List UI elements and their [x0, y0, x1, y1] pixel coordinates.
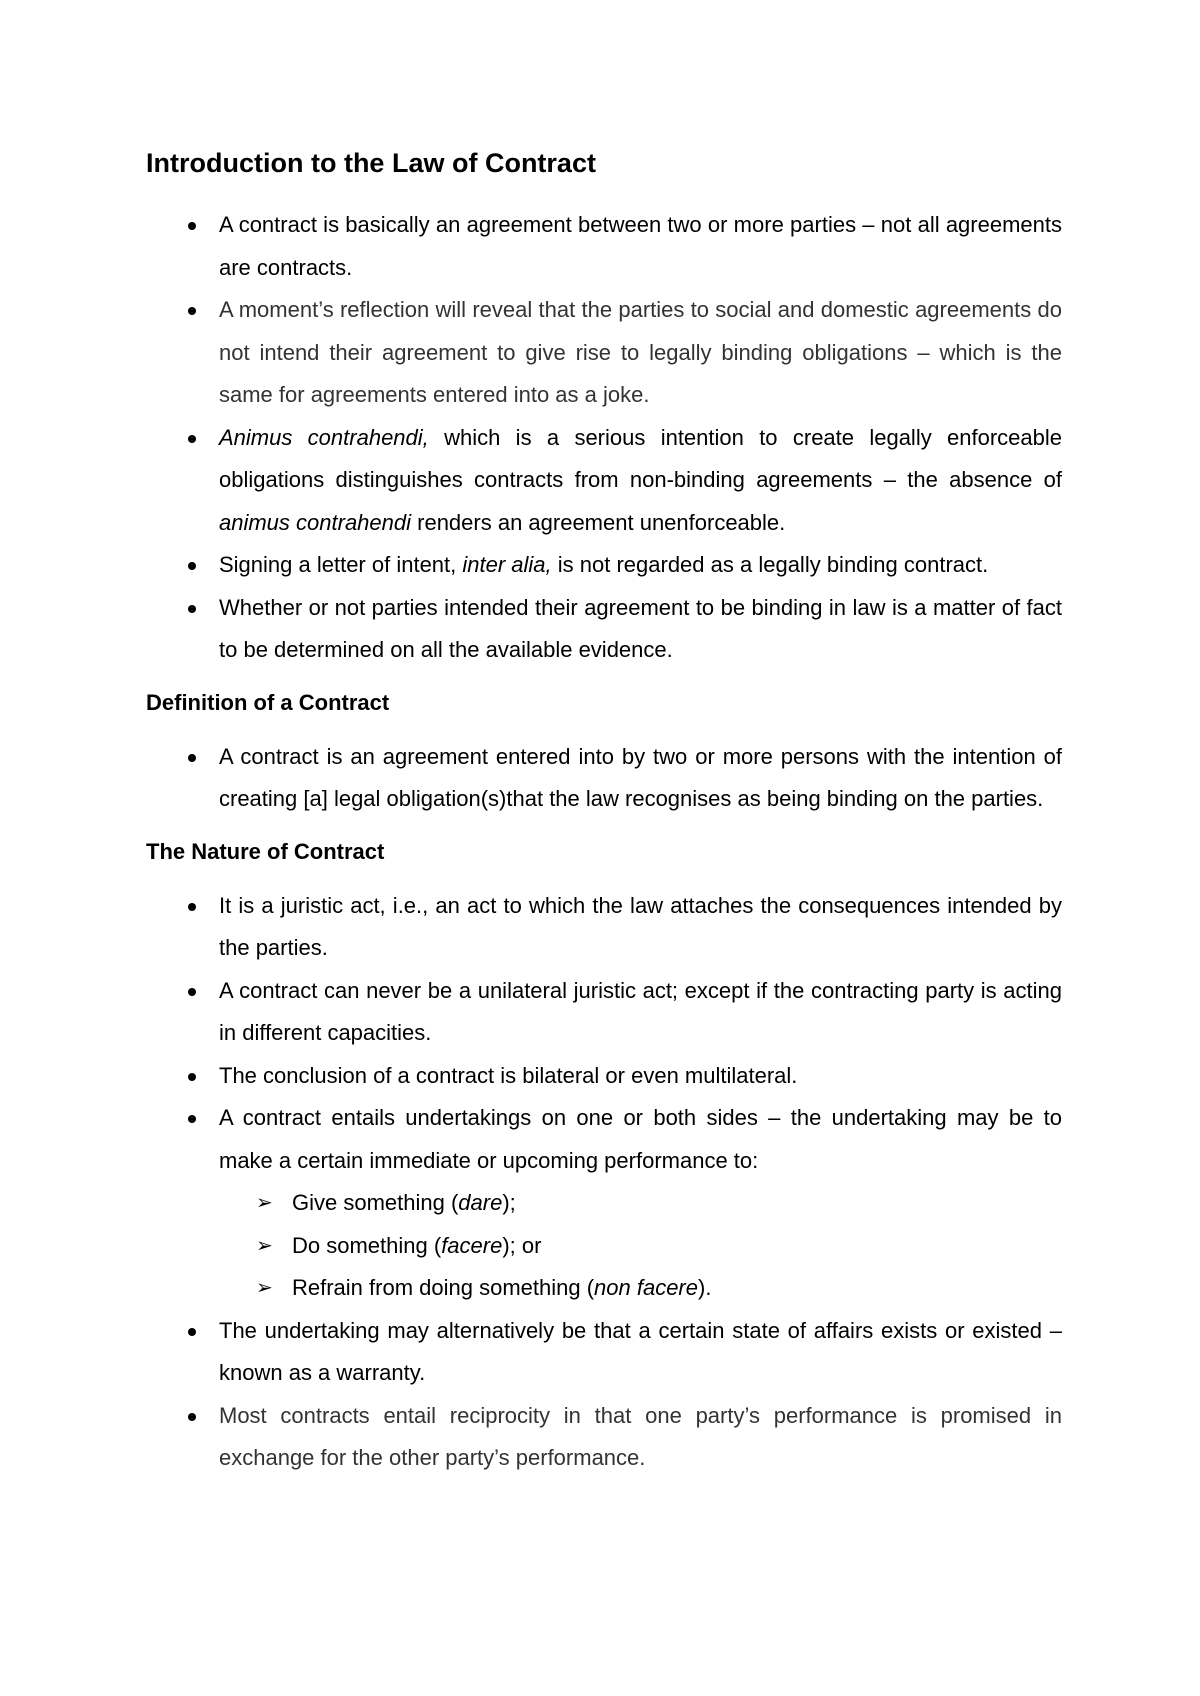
- list-item: [146, 736, 1062, 821]
- bullet-icon: [188, 435, 196, 443]
- list-item: [146, 204, 1062, 289]
- list-item-text: renders an agreement unenforceable.: [411, 509, 786, 535]
- nature-list: [146, 885, 1062, 1480]
- sub-list-item: [146, 1267, 1062, 1310]
- list-item: [146, 885, 1062, 970]
- list-item-text: The conclusion of a contract is bilateral or even multilateral.: [219, 1062, 798, 1088]
- sub-item-text: );: [502, 1190, 516, 1215]
- bullet-icon: [188, 562, 196, 570]
- latin-term: dare: [458, 1190, 503, 1215]
- list-item: [146, 1310, 1062, 1395]
- sub-item-text: Do something (: [292, 1232, 442, 1258]
- bullet-icon: [188, 307, 196, 315]
- intro-list: [146, 204, 1062, 672]
- list-item: [146, 1055, 1062, 1098]
- bullet-icon: [188, 1413, 196, 1421]
- bullet-icon: [188, 1115, 196, 1123]
- list-item-text: Whether or not parties intended their agreement to be binding in law is a matter of fact to be determined on all the available evidence.: [219, 594, 1062, 662]
- list-item-text: It is a juristic act, i.e., an act to which the law attaches the consequences intended by the parties.: [219, 892, 1062, 960]
- latin-term: inter alia,: [462, 552, 552, 577]
- sub-item-text: ); or: [502, 1232, 542, 1258]
- bullet-icon: [188, 222, 196, 230]
- list-item-text: A contract is an agreement entered into by two or more persons with the intention of creating [a] legal obligation(s)that the law recognises as being binding on the parties.: [219, 743, 1062, 811]
- list-item-text: Most contracts entail reciprocity in that one party’s performance is promised in exchange for the other party’s performance.: [219, 1402, 1062, 1470]
- list-item: [146, 1395, 1062, 1480]
- sub-item-text: Give something (: [292, 1190, 459, 1215]
- section-heading-definition: Definition of a Contract: [146, 689, 390, 715]
- list-item-text: A contract can never be a unilateral juristic act; except if the contracting party is acting in different capacities.: [219, 977, 1062, 1045]
- list-item-text: is not regarded as a legally binding contract.: [551, 552, 989, 577]
- bullet-icon: [188, 903, 196, 911]
- section-heading-nature: The Nature of Contract: [146, 838, 385, 864]
- list-item-text: The undertaking may alternatively be that a certain state of affairs exists or existed – known as a warranty.: [219, 1317, 1062, 1385]
- list-item-text: Signing a letter of intent,: [219, 552, 463, 577]
- list-item: [146, 1097, 1062, 1310]
- sub-item-text: Refrain from doing something (: [292, 1275, 595, 1300]
- bullet-icon: [188, 754, 196, 762]
- list-item-text: A moment’s reflection will reveal that the parties to social and domestic agreements do not intend their agreement to give rise to legally binding obligations – which is the same for agreements entered into as a joke.: [219, 297, 1062, 407]
- list-item: [146, 289, 1062, 417]
- sub-list-item: [146, 1225, 1062, 1268]
- sub-list-item: [146, 1182, 1062, 1225]
- definition-list: [146, 736, 1062, 821]
- performance-sublist: [219, 1182, 1062, 1310]
- list-item-text: which is a serious intention to create legally enforceable obligations distinguishes contracts from non-binding agreements – the absence of: [219, 424, 1063, 492]
- list-item-text: A contract entails undertakings on one or both sides – the undertaking may be to make a certain immediate or upcoming performance to:: [219, 1105, 1062, 1173]
- list-item: [146, 544, 1062, 587]
- bullet-icon: [188, 1073, 196, 1081]
- document-content: [146, 146, 1062, 1488]
- arrow-bullet-icon: ➢: [256, 1234, 273, 1257]
- list-item-text: A contract is basically an agreement between two or more parties – not all agreements are contracts.: [219, 212, 1062, 280]
- latin-term: facere: [441, 1232, 503, 1258]
- latin-term: Animus contrahendi,: [219, 424, 429, 450]
- list-item: [146, 970, 1062, 1055]
- bullet-icon: [188, 1328, 196, 1336]
- latin-term: non facere: [594, 1275, 698, 1300]
- latin-term: animus contrahendi: [219, 509, 412, 535]
- arrow-bullet-icon: ➢: [256, 1192, 273, 1214]
- arrow-bullet-icon: ➢: [256, 1277, 273, 1299]
- page-title: Introduction to the Law of Contract: [146, 148, 596, 178]
- list-item: [146, 417, 1062, 545]
- bullet-icon: [188, 988, 196, 996]
- bullet-icon: [188, 605, 196, 613]
- list-item: [146, 587, 1062, 672]
- sub-item-text: ).: [698, 1275, 712, 1300]
